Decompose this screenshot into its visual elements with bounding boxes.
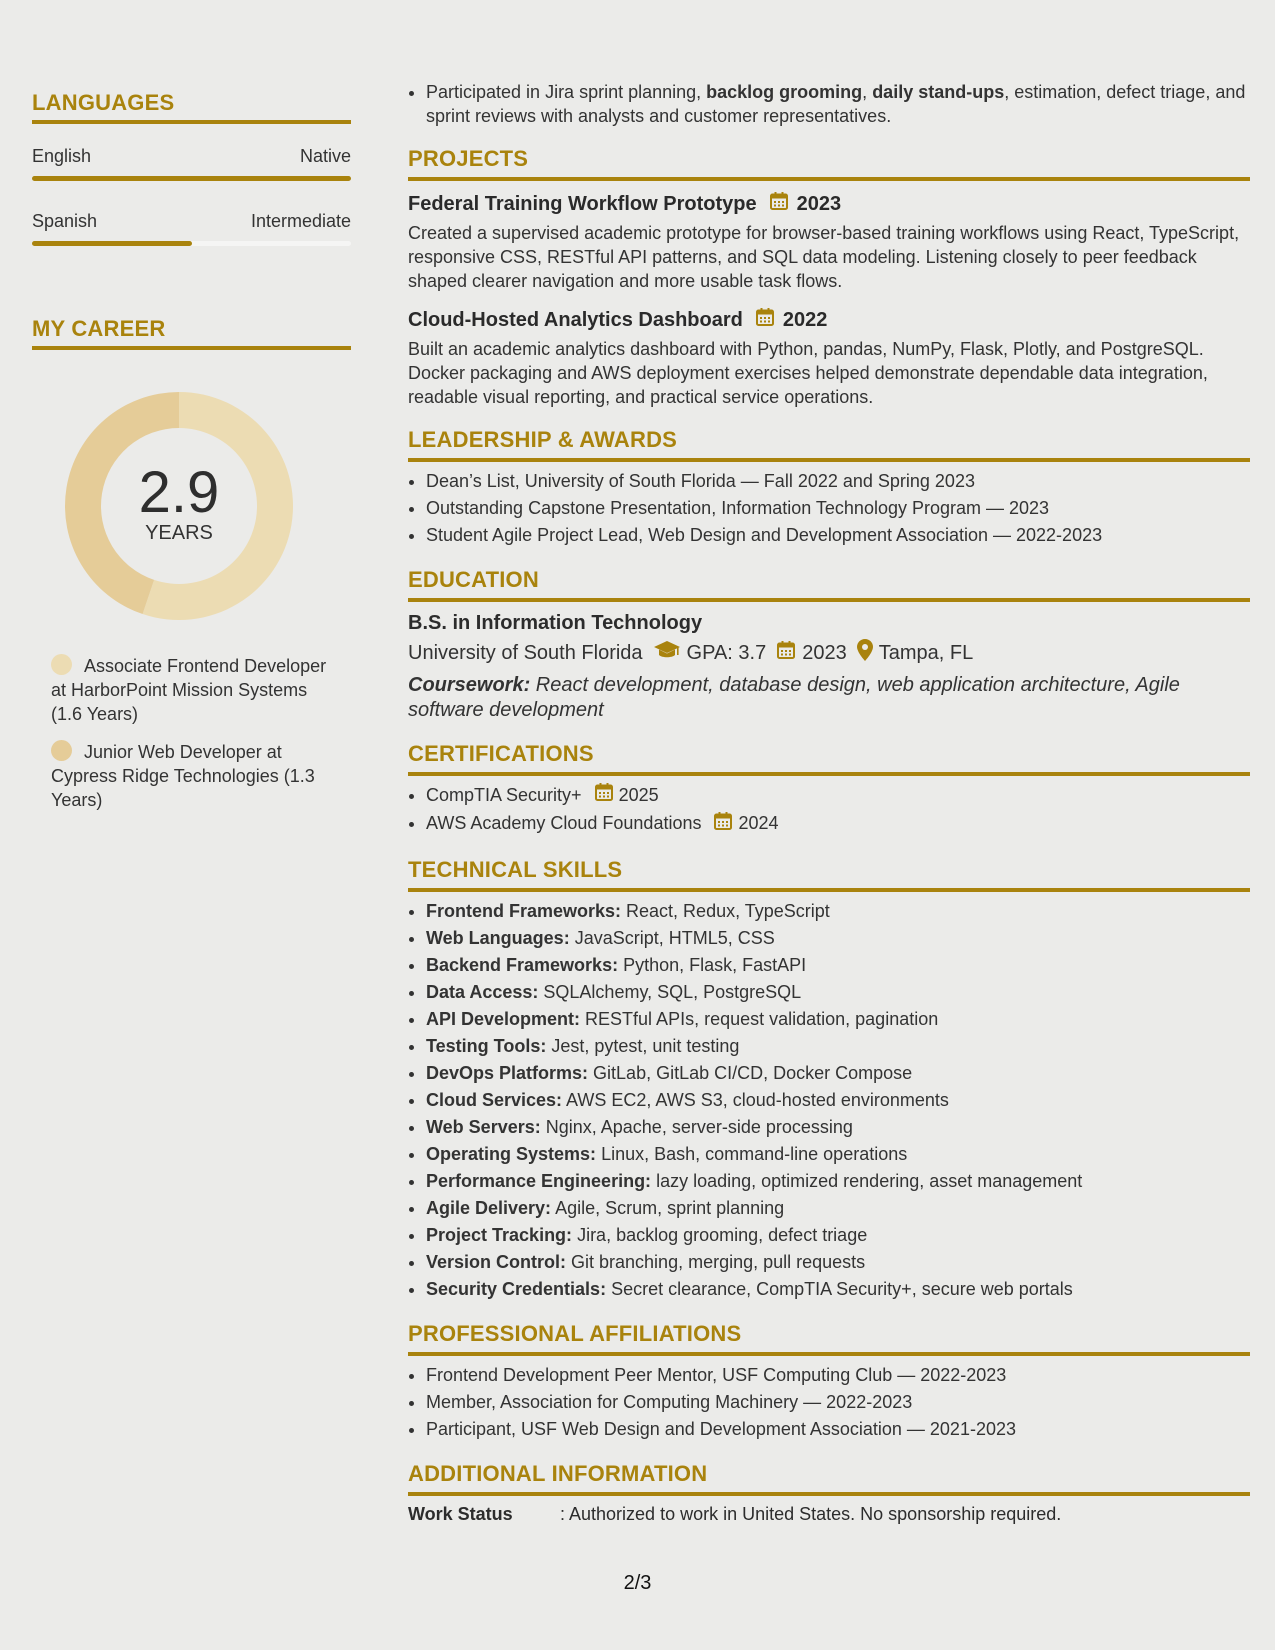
education-gpa: GPA: 3.7 xyxy=(686,641,767,664)
skill-value: Nginx, Apache, server-side processing xyxy=(540,1116,853,1137)
education-heading: EDUCATION xyxy=(408,567,1250,602)
skill-value: Jira, backlog grooming, defect triage xyxy=(572,1224,868,1245)
projects-heading: PROJECTS xyxy=(408,146,1250,181)
skill-label: Backend Frameworks: xyxy=(426,954,619,975)
career-legend xyxy=(51,654,341,812)
project-title xyxy=(408,307,1250,333)
list-item xyxy=(426,782,1250,810)
education-school: University of South Florida xyxy=(408,641,643,664)
list-item: • Dean’s List, University of South Florida — Fall 2022 and Spring 2023 xyxy=(426,468,1250,495)
language-bar xyxy=(32,241,351,246)
leadership-heading: LEADERSHIP & AWARDS xyxy=(408,427,1250,462)
career-donut xyxy=(65,392,293,620)
skill-value: Git branching, merging, pull requests xyxy=(566,1251,866,1272)
project-description: Created a supervised academic prototype for browser-based training workflows using React, TypeScript, responsive CSS, RESTful API patterns, and SQL data modeling. Listening closely to peer feedback shaped clearer navigation and more usable task flows. xyxy=(408,223,1240,291)
skill-value: React, Redux, TypeScript xyxy=(621,900,830,921)
work-status-row xyxy=(408,1504,1250,1525)
legend-item xyxy=(51,740,341,812)
language-name: English xyxy=(32,146,92,166)
skill-value: Secret clearance, CompTIA Security+, secure web portals xyxy=(606,1278,1073,1299)
work-status-label: Work Status xyxy=(408,1503,513,1524)
location-pin-icon xyxy=(857,639,873,667)
legend-label: Associate Frontend Developer at HarborPoint Mission Systems (1.6 Years) xyxy=(51,656,327,724)
list-item xyxy=(426,979,1250,1006)
skill-value: Python, Flask, FastAPI xyxy=(618,954,807,975)
cert-year: 2024 xyxy=(738,813,779,834)
calendar-icon xyxy=(713,811,733,839)
list-item xyxy=(426,1276,1250,1303)
career-heading: MY CAREER xyxy=(32,316,351,350)
language-bar-fill xyxy=(32,176,351,181)
calendar-icon xyxy=(776,640,796,666)
graduation-cap-icon xyxy=(653,640,681,666)
education-location: Tampa, FL xyxy=(878,641,974,664)
language-name: Spanish xyxy=(32,211,98,231)
calendar-icon xyxy=(755,307,775,333)
experience-continuation-list xyxy=(408,80,1250,128)
leadership-list xyxy=(408,468,1250,549)
skill-label: API Development: xyxy=(426,1008,581,1029)
project-year: 2022 xyxy=(782,308,828,331)
skill-label: Agile Delivery: xyxy=(426,1197,552,1218)
education-degree: B.S. in Information Technology xyxy=(408,612,703,634)
skill-label: Frontend Frameworks: xyxy=(426,900,622,921)
list-item xyxy=(426,898,1250,925)
cert-name: CompTIA Security+ xyxy=(426,785,582,805)
education-details xyxy=(408,639,1250,667)
list-item xyxy=(426,1033,1250,1060)
affiliations-heading: PROFESSIONAL AFFILIATIONS xyxy=(408,1321,1250,1356)
bullet-text: Participated in Jira sprint planning, xyxy=(426,82,707,102)
coursework-label: Coursework: xyxy=(408,674,531,696)
bullet-text: , xyxy=(862,82,873,102)
skill-label: Performance Engineering: xyxy=(426,1170,652,1191)
certifications-list xyxy=(408,782,1250,839)
project-title xyxy=(408,191,1250,217)
language-bar xyxy=(32,176,351,181)
skill-value: GitLab, GitLab CI/CD, Docker Compose xyxy=(588,1062,913,1083)
legend-dot xyxy=(51,654,72,675)
skill-value: lazy loading, optimized rendering, asset management xyxy=(651,1170,1083,1191)
legend-label: Junior Web Developer at Cypress Ridge Technologies (1.3 Years) xyxy=(51,742,315,810)
skill-label: Testing Tools: xyxy=(426,1035,547,1056)
list-item xyxy=(426,1087,1250,1114)
language-bar-fill xyxy=(32,241,192,246)
legend-dot xyxy=(51,740,72,761)
list-item: • Outstanding Capstone Presentation, Information Technology Program — 2023 xyxy=(426,495,1250,522)
skill-label: Data Access: xyxy=(426,981,539,1002)
skill-label: Cloud Services: xyxy=(426,1089,563,1110)
bullet-bold: backlog grooming xyxy=(706,82,863,102)
list-item xyxy=(426,925,1250,952)
skill-label: Web Servers: xyxy=(426,1116,541,1137)
list-item xyxy=(426,1006,1250,1033)
skill-label: Web Languages: xyxy=(426,927,570,948)
skill-value: SQLAlchemy, SQL, PostgreSQL xyxy=(538,981,802,1002)
skill-value: Agile, Scrum, sprint planning xyxy=(551,1197,785,1218)
list-item xyxy=(426,1060,1250,1087)
skill-value: Jest, pytest, unit testing xyxy=(546,1035,740,1056)
skill-value: RESTful APIs, request validation, pagination xyxy=(580,1008,939,1029)
list-item xyxy=(426,1141,1250,1168)
page-number: 2/3 xyxy=(623,1572,652,1594)
coursework-text: React development, database design, web application architecture, Agile software development xyxy=(408,674,1180,721)
cert-name: AWS Academy Cloud Foundations xyxy=(426,813,702,834)
right-column xyxy=(408,80,1250,1525)
legend-item xyxy=(51,654,341,726)
skill-label: Version Control: xyxy=(426,1251,567,1272)
list-item: • Member, Association for Computing Machinery — 2022-2023 xyxy=(426,1389,1250,1416)
list-item xyxy=(426,1195,1250,1222)
languages-heading: LANGUAGES xyxy=(32,90,351,124)
project-name: Cloud-Hosted Analytics Dashboard xyxy=(408,308,743,331)
calendar-icon xyxy=(769,191,789,217)
list-item xyxy=(426,1249,1250,1276)
project-name: Federal Training Workflow Prototype xyxy=(408,192,757,215)
language-level: Native xyxy=(299,146,351,166)
language-english xyxy=(32,146,351,181)
project-description: Built an academic analytics dashboard with Python, pandas, NumPy, Flask, Plotly, and PostgreSQL. Docker packaging and AWS deployment exercises helped demonstrate dependable data integration, readable visual reporting, and practical service operations. xyxy=(408,339,1208,407)
skill-value: AWS EC2, AWS S3, cloud-hosted environments xyxy=(562,1089,949,1110)
list-item xyxy=(426,810,1250,838)
skill-label: DevOps Platforms: xyxy=(426,1062,589,1083)
skills-list xyxy=(408,898,1250,1303)
calendar-icon xyxy=(594,782,614,810)
skill-label: Security Credentials: xyxy=(426,1278,607,1299)
career-section xyxy=(32,316,351,812)
list-item: • Frontend Development Peer Mentor, USF Computing Club — 2022-2023 xyxy=(426,1362,1250,1389)
skill-label: Project Tracking: xyxy=(426,1224,573,1245)
bullet-bold: daily stand-ups xyxy=(872,82,1005,102)
experience-bullet xyxy=(426,80,1250,128)
language-level: Intermediate xyxy=(250,211,351,231)
list-item: • Student Agile Project Lead, Web Design and Development Association — 2022-2023 xyxy=(426,522,1250,549)
bullet-text: , estimation, defect triage, and sprint reviews with analysts and customer representatives. xyxy=(426,82,1246,126)
career-total-value: 2.9 xyxy=(138,460,220,525)
additional-heading: ADDITIONAL INFORMATION xyxy=(408,1461,1250,1496)
project-year: 2023 xyxy=(796,192,842,215)
career-total-unit: YEARS xyxy=(145,522,213,544)
education-year: 2023 xyxy=(802,641,847,664)
list-item xyxy=(426,1114,1250,1141)
work-status-value: : Authorized to work in United States. No sponsorship required. xyxy=(560,1503,1062,1524)
education-coursework xyxy=(408,673,1250,723)
skill-label: Operating Systems: xyxy=(426,1143,597,1164)
skill-value: Linux, Bash, command-line operations xyxy=(596,1143,908,1164)
certifications-heading: CERTIFICATIONS xyxy=(408,741,1250,776)
left-column xyxy=(32,90,351,826)
list-item: • Participant, USF Web Design and Development Association — 2021-2023 xyxy=(426,1416,1250,1443)
skill-value: JavaScript, HTML5, CSS xyxy=(569,927,775,948)
skills-heading: TECHNICAL SKILLS xyxy=(408,857,1250,892)
list-item xyxy=(426,952,1250,979)
language-spanish xyxy=(32,211,351,246)
list-item xyxy=(426,1168,1250,1195)
cert-year: 2025 xyxy=(618,785,659,805)
list-item xyxy=(426,1222,1250,1249)
affiliations-list xyxy=(408,1362,1250,1443)
